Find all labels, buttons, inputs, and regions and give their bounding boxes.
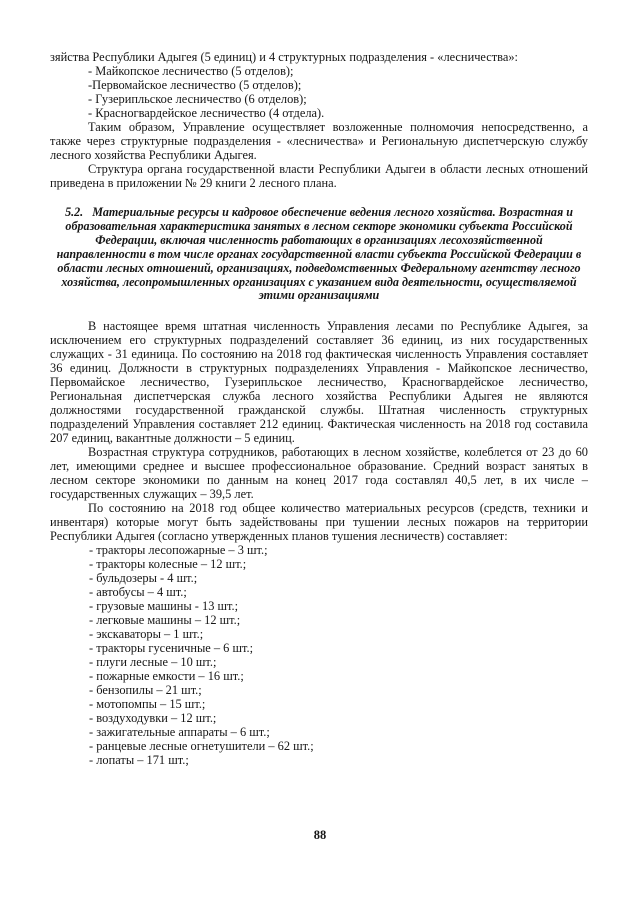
list-item: - тракторы гусеничные – 6 шт.; (89, 641, 254, 656)
list-item: - бензопилы – 21 шт.; (89, 683, 202, 698)
paragraph: Таким образом, Управление осуществляет возложенные полномочия непосредственно, а также через структурные подразделения - «лесничества» и Региональную диспетчерскую службу лесного хозяйства Республики Адыгея. (50, 120, 588, 162)
list-item: - грузовые машины - 13 шт.; (89, 599, 239, 614)
paragraph: Структура органа государственной власти Республики Адыгеи в области лесных отношений приведена в приложении № 29 книги 2 лесного плана. (50, 162, 588, 190)
list-item: -Первомайское лесничество (5 отделов); (88, 78, 302, 92)
list-item: - мотопомпы – 15 шт.; (89, 697, 206, 712)
list-item: - бульдозеры - 4 шт.; (89, 571, 198, 586)
paragraph: В настоящее время штатная численность Управления лесами по Республике Адыгея, за исключением его структурных подразделений составляет 36 единиц, из них государственных служащих - 31 единица. По состоянию на 2018 год фактическая численность Управления составляет 36 единиц. Должности в структурных подразделениях Управления - Майкопское лесничество, Первомайское лесничество, Гузерипльское лесничество, Красногвардейское лесничество, Региональная диспетчерская служба лесного хозяйства Республики Адыгея не являются должностями государственной гражданской службы. Штатная численность структурных подразделений Управления составляет 212 единиц. Фактическая численность на 2018 год составила 207 единиц, вакантные должности – 5 единиц. (50, 319, 588, 446)
text-block (50, 50, 588, 767)
section-number: 5.2. (65, 205, 84, 219)
equipment-list (50, 543, 588, 767)
list-item: - лопаты – 171 шт.; (89, 753, 189, 768)
subdivision-list (50, 64, 588, 120)
page-number: 88 (313, 828, 327, 842)
list-item: - Майкопское лесничество (5 отделов); (88, 64, 294, 78)
list-item: - пожарные емкости – 16 шт.; (89, 669, 244, 684)
list-item: - зажигательные аппараты – 6 шт.; (89, 725, 270, 740)
section-title: Материальные ресурсы и кадровое обеспечение ведения лесного хозяйства. Возрастная и образовательная характеристика занятых в лесном секторе экономики субъекта Российской Федерации, включая численность работающих в организациях лесохозяйственной направленности в том числе органах государственной власти субъекта Российской Федерации в области лесных отношений, организациях, подведомственных Федеральному агентству лесного хозяйства, лесопромышленных организациях с указанием вида деятельности, осуществляемой этими организациями (56, 205, 582, 303)
list-item: - Гузерипльское лесничество (6 отделов); (88, 92, 307, 106)
paragraph: Возрастная структура сотрудников, работающих в лесном хозяйстве, колеблется от 23 до 60 лет, имеющими среднее и высшее профессиональное образование. Средний возраст занятых в лесном секторе экономики по данным на конец 2017 года составлял 40,5 лет, в их числе – государственных служащих – 39,5 лет. (50, 445, 588, 502)
paragraph: По состоянию на 2018 год общее количество материальных ресурсов (средств, техники и инвентаря) которые могут быть задействованы при тушении лесных пожаров на территории Республики Адыгея (согласно утвержденных планов тушения лесничеств) составляет: (50, 501, 588, 544)
intro-line: зяйства Республики Адыгея (5 единиц) и 4 структурных подразделения - «лесничества»: (50, 50, 518, 64)
list-item: - тракторы лесопожарные – 3 шт.; (89, 543, 268, 558)
list-item: - легковые машины – 12 шт.; (89, 613, 241, 628)
list-item: - экскаваторы – 1 шт.; (89, 627, 204, 642)
list-item: - плуги лесные – 10 шт.; (89, 655, 217, 670)
list-item: - Красногвардейское лесничество (4 отдела). (88, 106, 325, 120)
list-item: - ранцевые лесные огнетушители – 62 шт.; (89, 739, 314, 754)
list-item: - воздуходувки – 12 шт.; (89, 711, 217, 726)
list-item: - автобусы – 4 шт.; (89, 585, 187, 600)
section-heading (50, 206, 588, 303)
list-item: - тракторы колесные – 12 шт.; (89, 557, 247, 572)
